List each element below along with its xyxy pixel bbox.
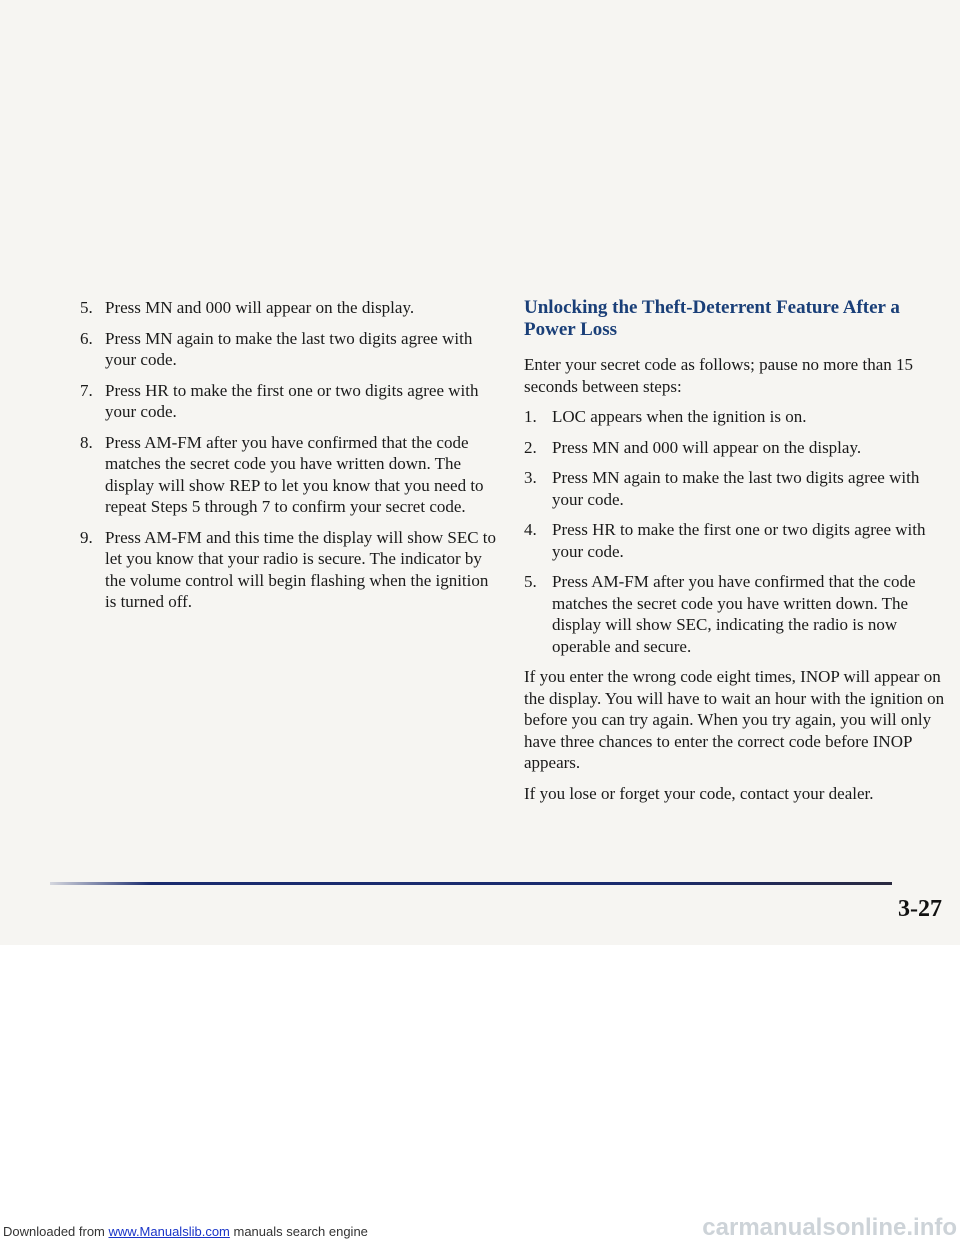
watermark: carmanualsonline.info <box>702 1214 957 1241</box>
page-divider-rule <box>50 882 892 885</box>
step-number: 9. <box>80 527 93 547</box>
list-item <box>524 519 954 562</box>
step-text: Press MN again to make the last two digits agree with your code. <box>552 468 920 509</box>
list-item <box>524 467 954 510</box>
footer-suffix: manuals search engine <box>229 1224 368 1239</box>
step-text: Press MN and 000 will appear on the display. <box>105 298 415 317</box>
right-column <box>524 297 954 813</box>
wrong-code-paragraph: If you enter the wrong code eight times, INOP will appear on the display. You will have to wait an hour with the ignition on before you can try again. When you try again, you will only have three chances to enter the correct code before INOP appears. <box>524 667 945 772</box>
section-heading: Unlocking the Theft-Deterrent Feature After a Power Loss <box>524 297 900 340</box>
step-number: 6. <box>80 328 93 348</box>
step-number: 3. <box>524 468 537 487</box>
step-number: 8. <box>80 432 93 452</box>
lost-code-paragraph: If you lose or forget your code, contact your dealer. <box>524 783 874 803</box>
step-text: Press AM-FM after you have confirmed that the code matches the secret code you have written down. The display will show REP to let you know that you need to repeat Steps 5 through 7 to confirm your secret code. <box>105 432 484 516</box>
step-number: 5. <box>524 572 537 591</box>
left-steps-list <box>80 297 500 613</box>
step-text: Press AM-FM after you have confirmed that the code matches the secret code you have written down. The display will show SEC, indicating the radio is now operable and secure. <box>552 572 916 656</box>
page-number: 3-27 <box>898 896 942 922</box>
left-column <box>80 297 500 622</box>
step-number: 2. <box>524 437 537 457</box>
step-number: 7. <box>80 380 93 400</box>
step-text: Press MN again to make the last two digits agree with your code. <box>105 328 473 369</box>
step-number: 5. <box>80 298 93 317</box>
step-number: 4. <box>524 520 537 539</box>
footer-prefix: Downloaded from <box>3 1224 109 1239</box>
intro-paragraph: Enter your secret code as follows; pause no more than 15 seconds between steps: <box>524 355 913 396</box>
step-text: Press MN and 000 will appear on the display. <box>552 437 862 457</box>
step-text: LOC appears when the ignition is on. <box>552 407 807 426</box>
step-text: Press AM-FM and this time the display will show SEC to let you know that your radio is secure. The indicator by the volume control will begin flashing when the ignition is turned off. <box>105 527 497 611</box>
list-item <box>80 527 500 613</box>
step-text: Press HR to make the first one or two digits agree with your code. <box>105 380 479 421</box>
step-number: 1. <box>524 407 537 426</box>
list-item <box>80 297 500 319</box>
download-footer <box>3 1224 368 1239</box>
list-item <box>524 571 954 657</box>
list-item <box>80 432 500 518</box>
list-item <box>80 380 500 423</box>
right-steps-list <box>524 406 954 657</box>
list-item <box>524 406 954 428</box>
manualslib-link[interactable]: www.Manualslib.com <box>108 1224 230 1239</box>
list-item <box>80 328 500 371</box>
list-item <box>524 437 954 459</box>
step-text: Press HR to make the first one or two digits agree with your code. <box>552 520 926 561</box>
